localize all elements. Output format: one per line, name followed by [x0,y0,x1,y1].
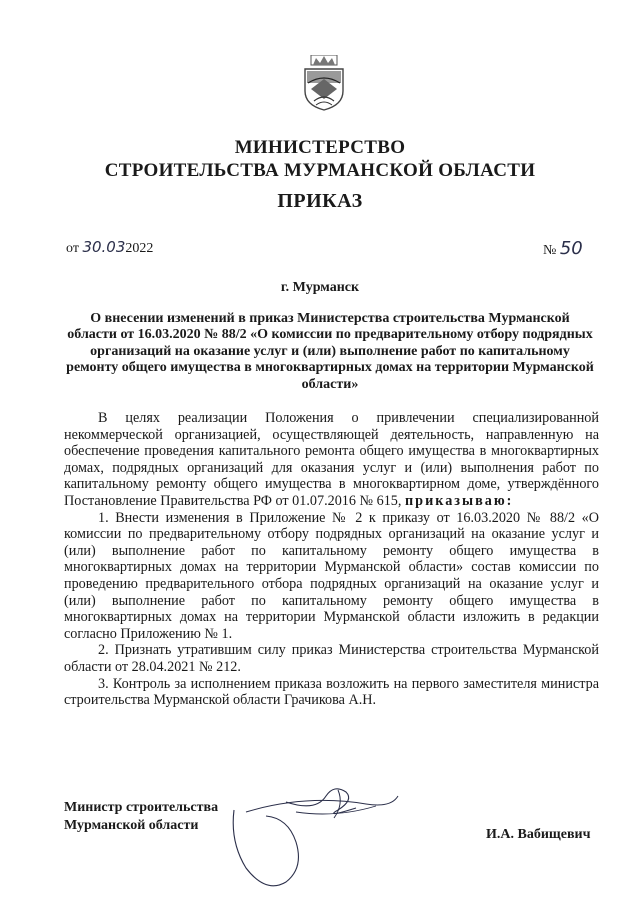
city: г. Мурманск [280,280,360,295]
number-prefix: № [543,243,557,258]
item-3: 3. Контроль за исполнением приказа возложить на первого заместителя министра строительства Мурманской области Грачикова А.Н. [64,675,599,709]
order-date [66,238,153,257]
number-handwritten: 50 [559,238,583,259]
preamble-paragraph [64,410,599,510]
order-number [543,238,583,259]
item-1: 1. Внести изменения в Приложение № 2 к приказу от 16.03.2020 № 88/2 «О комиссии по предварительному отбору подрядных организаций на оказание услуг и (или) выполнение работ по капитальному ремонту общего имущества в многоквартирных домах на территории Мурманской области» состав комиссии по проведению предварительного отбора подрядных организаций на оказание услуг и (или) выполнение работ по капитальному ремонту общего имущества в многоквартирных домах на территории Мурманской области изложить в редакции согласно Приложению № 1. [64,509,599,642]
signatory-title-line2: Мурманской области [64,818,199,833]
date-prefix: от [66,241,79,256]
signatory-title [64,799,218,835]
date-handwritten: 30.03 [82,238,126,256]
signatory-name: И.А. Вабищевич [486,827,591,842]
order-word: приказываю: [405,492,514,509]
order-subject: О внесении изменений в приказ Министерства строительства Мурманской области от 16.03.2020 № 88/2 «О комиссии по предварительному отбору подрядных организаций на оказание услуг и (или) выполнение работ по капитальному ремонту общего имущества в многоквартирных домах на территории Мурманской области» [66,311,594,392]
ministry-title-line2: СТРОИТЕЛЬСТВА МУРМАНСКОЙ ОБЛАСТИ [104,160,536,181]
signatory-title-line1: Министр строительства [64,800,219,815]
order-body [64,410,599,709]
murmansk-coat-of-arms-icon [302,55,346,111]
date-year: 2022 [125,241,154,256]
order-title: ПРИКАЗ [277,190,363,212]
handwritten-signature-icon [226,782,406,900]
item-2: 2. Признать утратившим силу приказ Министерства строительства Мурманской области от 28.04.2021 № 212. [64,642,599,675]
preamble-text: В целях реализации Положения о привлечении специализированной некоммерческой организацией, осуществляющей деятельность, направленную на обеспечение проведения капитального ремонта общего имущества в многоквартирных домах, подрядных организаций для оказания услуг и (или) выполнения работ по капитальному ремонту общего имущества в многоквартирном доме, утверждённого Постановление Правительства РФ от 01.07.2016 № 615, [64,410,599,509]
ministry-title-line1: МИНИСТЕРСТВО [234,137,406,158]
